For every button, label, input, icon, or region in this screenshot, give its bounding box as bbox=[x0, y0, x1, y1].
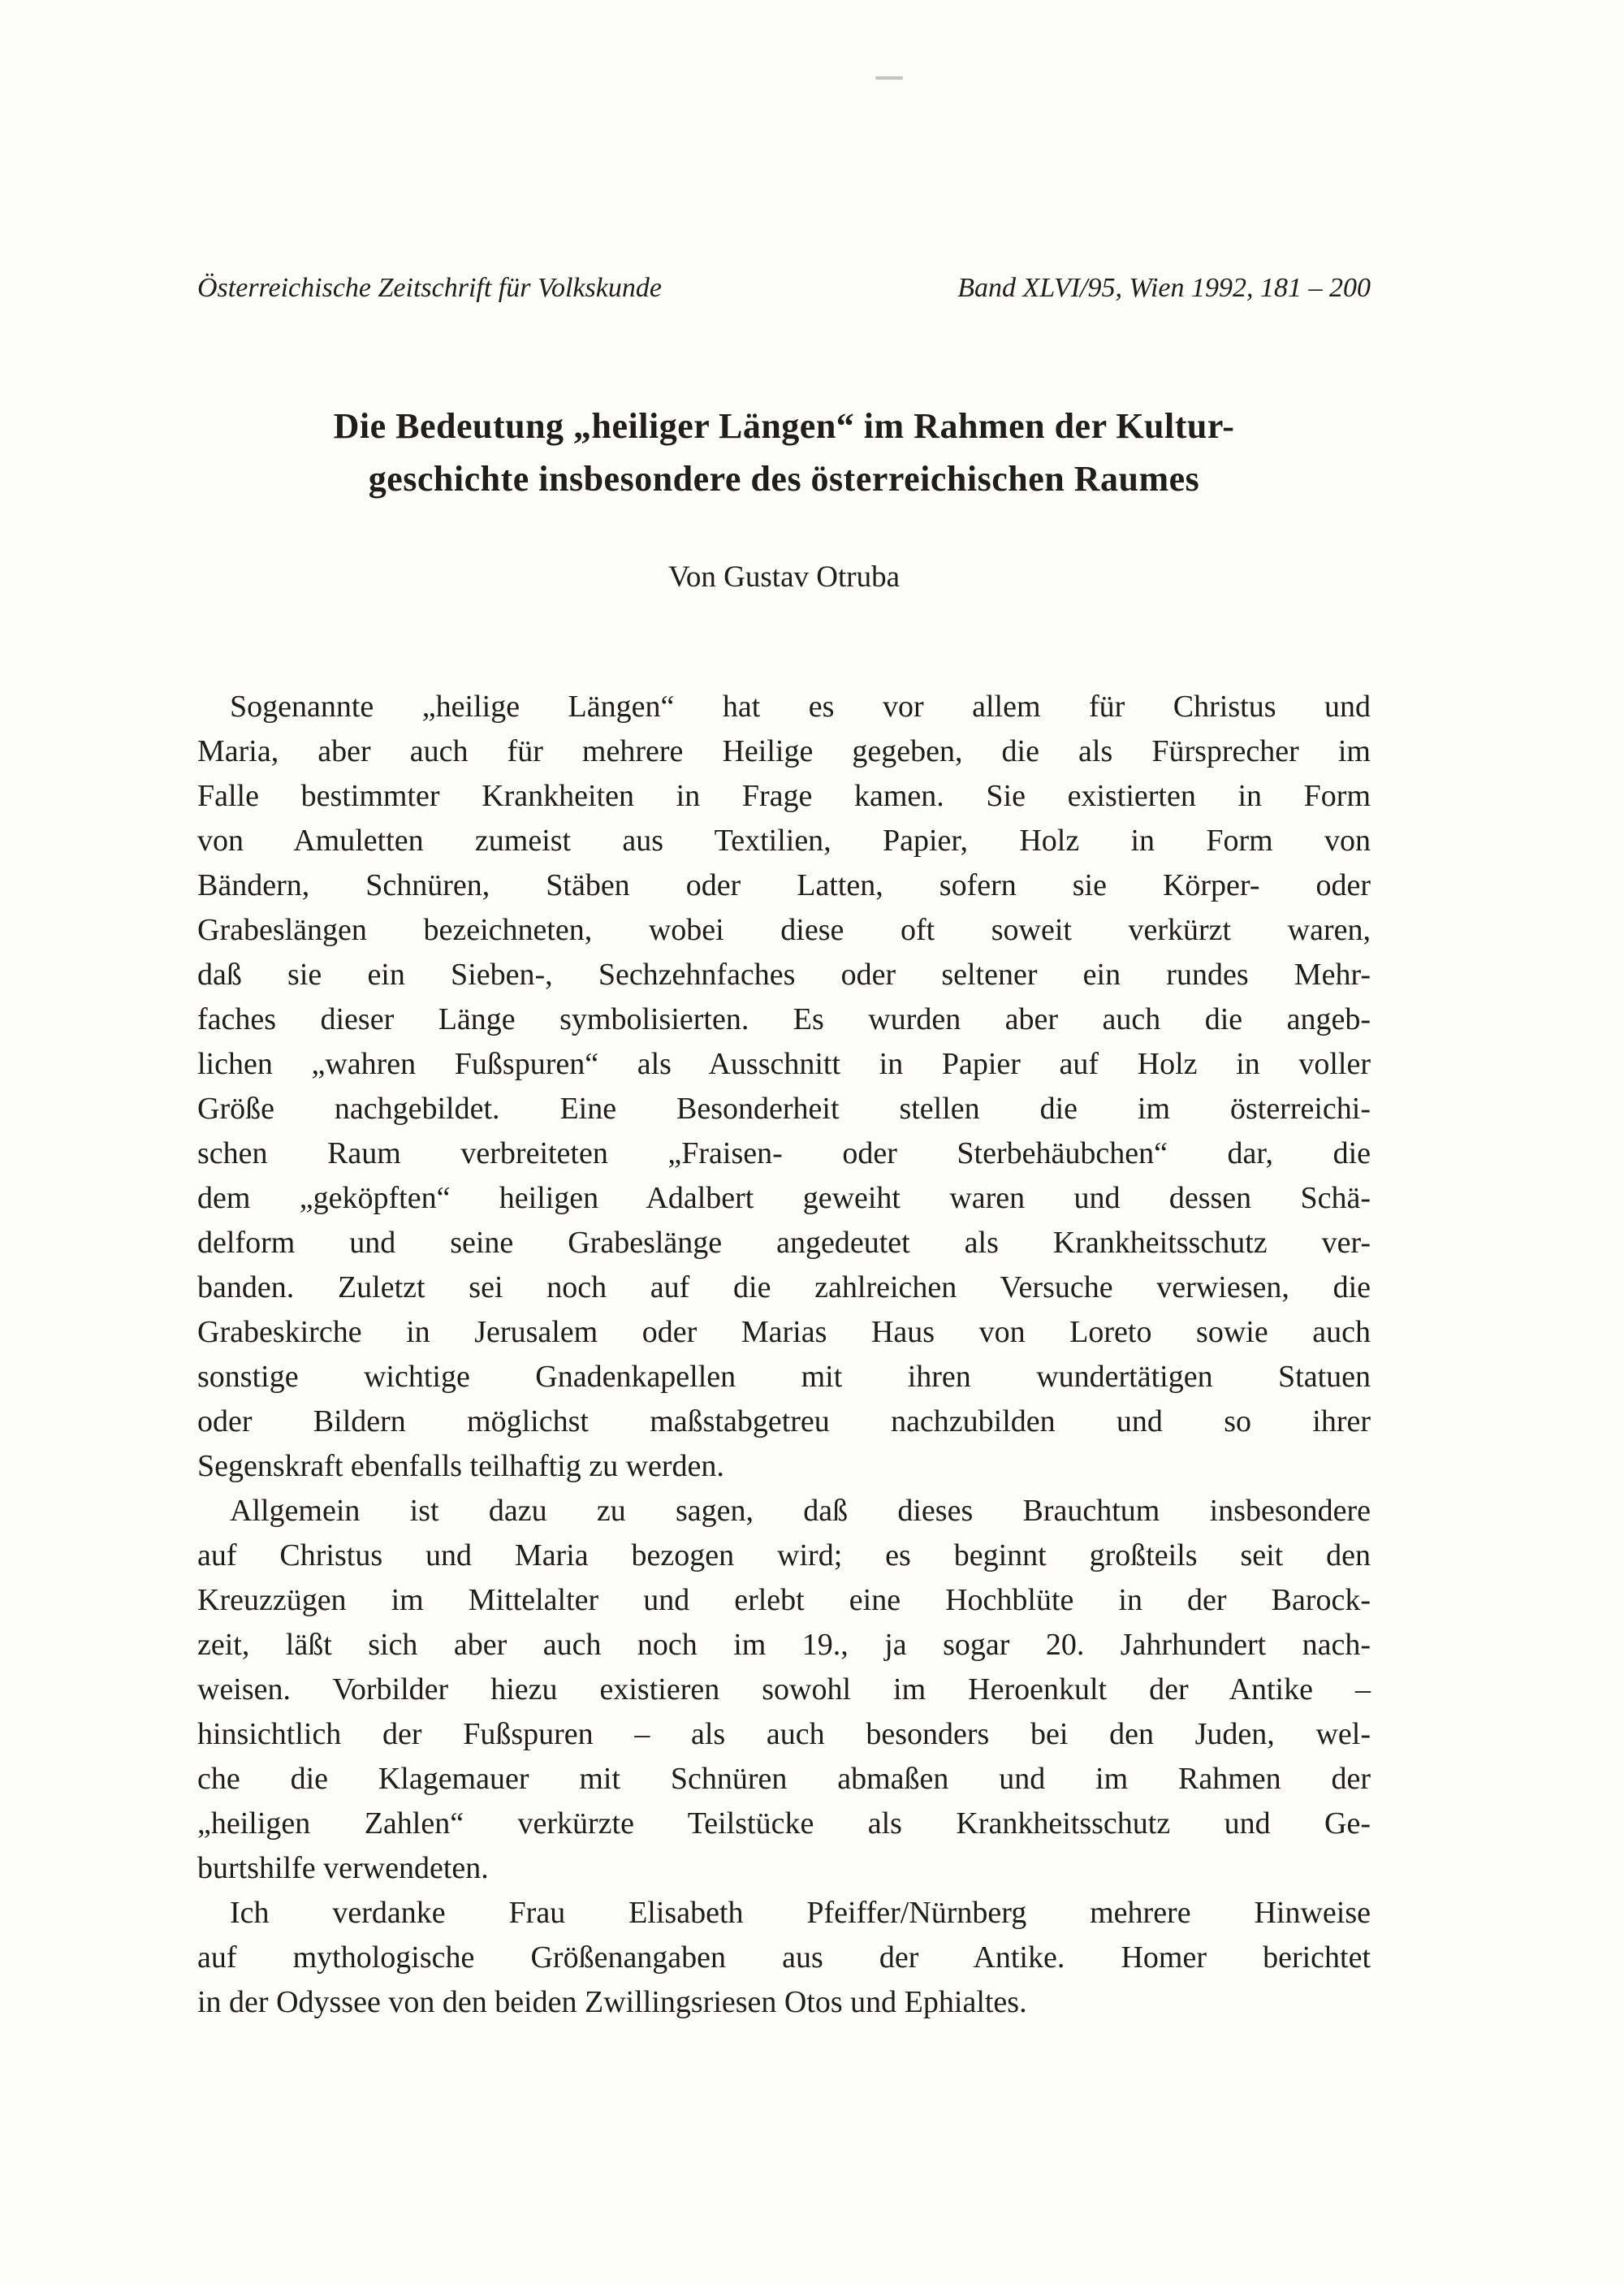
author-line: Von Gustav Otruba bbox=[667, 560, 900, 594]
body-line: in der Odyssee von den beiden Zwillingsriesen Otos und Ephialtes. bbox=[197, 1985, 1027, 2019]
body-line: Grabeskirche in Jerusalem oder Marias Haus von Loreto sowie auch bbox=[197, 1315, 1371, 1349]
body-line: auf mythologische Größenangaben aus der Antike. Homer berichtet bbox=[197, 1940, 1371, 1975]
body-line: che die Klagemauer mit Schnüren abmaßen und im Rahmen der bbox=[197, 1762, 1371, 1796]
body-line: Kreuzzügen im Mittelalter und erlebt eine Hochblüte in der Barock- bbox=[197, 1583, 1371, 1617]
body-line: oder Bildern möglichst maßstabgetreu nachzubilden und so ihrer bbox=[197, 1404, 1371, 1438]
body-line: Sogenannte „heilige Längen“ hat es vor allem für Christus und bbox=[230, 690, 1371, 724]
paragraph bbox=[197, 1891, 1371, 2025]
issue-info: Band XLVI/95, Wien 1992, 181 – 200 bbox=[957, 273, 1371, 303]
body-line: Maria, aber auch für mehrere Heilige gegeben, die als Fürsprecher im bbox=[197, 734, 1371, 768]
body-line: banden. Zuletzt sei noch auf die zahlreichen Versuche verwiesen, die bbox=[197, 1270, 1371, 1304]
body-line: Ich verdanke Frau Elisabeth Pfeiffer/Nürnberg mehrere Hinweise bbox=[230, 1896, 1371, 1930]
paragraph bbox=[197, 1489, 1371, 1891]
journal-name: Österreichische Zeitschrift für Volkskunde bbox=[197, 273, 662, 303]
body-line: dem „geköpften“ heiligen Adalbert geweiht waren und dessen Schä- bbox=[197, 1181, 1371, 1215]
scan-artifact bbox=[875, 76, 903, 80]
body-line: burtshilfe verwendeten. bbox=[197, 1851, 489, 1885]
body-line: hinsichtlich der Fußspuren – als auch besonders bei den Juden, wel- bbox=[197, 1717, 1371, 1751]
body-line: Bändern, Schnüren, Stäben oder Latten, sofern sie Körper- oder bbox=[197, 868, 1371, 902]
body-line: auf Christus und Maria bezogen wird; es beginnt großteils seit den bbox=[197, 1538, 1371, 1572]
body-line: daß sie ein Sieben-, Sechzehnfaches oder seltener ein rundes Mehr- bbox=[197, 958, 1371, 992]
body-line: von Amuletten zumeist aus Textilien, Papier, Holz in Form von bbox=[197, 824, 1371, 858]
running-head bbox=[197, 271, 1371, 305]
article-title-line1: Die Bedeutung „heiliger Längen“ im Rahmen der Kultur- bbox=[333, 406, 1235, 446]
body-line: schen Raum verbreiteten „Fraisen- oder Sterbehäubchen“ dar, die bbox=[197, 1136, 1371, 1170]
article-body bbox=[197, 685, 1371, 2025]
body-line: Allgemein ist dazu zu sagen, daß dieses Brauchtum insbesondere bbox=[230, 1494, 1371, 1528]
body-line: „heiligen Zahlen“ verkürzte Teilstücke als Krankheitsschutz und Ge- bbox=[197, 1806, 1371, 1841]
body-line: weisen. Vorbilder hiezu existieren sowohl im Heroenkult der Antike – bbox=[197, 1672, 1371, 1707]
body-line: zeit, läßt sich aber auch noch im 19., ja sogar 20. Jahrhundert nach- bbox=[197, 1628, 1371, 1662]
body-line: delform und seine Grabeslänge angedeutet als Krankheitsschutz ver- bbox=[197, 1226, 1371, 1260]
body-line: faches dieser Länge symbolisierten. Es wurden aber auch die angeb- bbox=[197, 1002, 1371, 1036]
body-line: Segenskraft ebenfalls teilhaftig zu werden. bbox=[197, 1449, 724, 1483]
body-line: Größe nachgebildet. Eine Besonderheit stellen die im österreichi- bbox=[197, 1092, 1371, 1126]
article-title-line2: geschichte insbesondere des österreichischen Raumes bbox=[368, 459, 1200, 499]
body-line: Grabeslängen bezeichneten, wobei diese oft soweit verkürzt waren, bbox=[197, 913, 1371, 947]
body-line: sonstige wichtige Gnadenkapellen mit ihren wundertätigen Statuen bbox=[197, 1360, 1371, 1394]
paragraph bbox=[197, 685, 1371, 1489]
article-title bbox=[181, 400, 1387, 505]
body-line: Falle bestimmter Krankheiten in Frage kamen. Sie existierten in Form bbox=[197, 779, 1371, 813]
body-line: lichen „wahren Fußspuren“ als Ausschnitt in Papier auf Holz in voller bbox=[197, 1047, 1371, 1081]
